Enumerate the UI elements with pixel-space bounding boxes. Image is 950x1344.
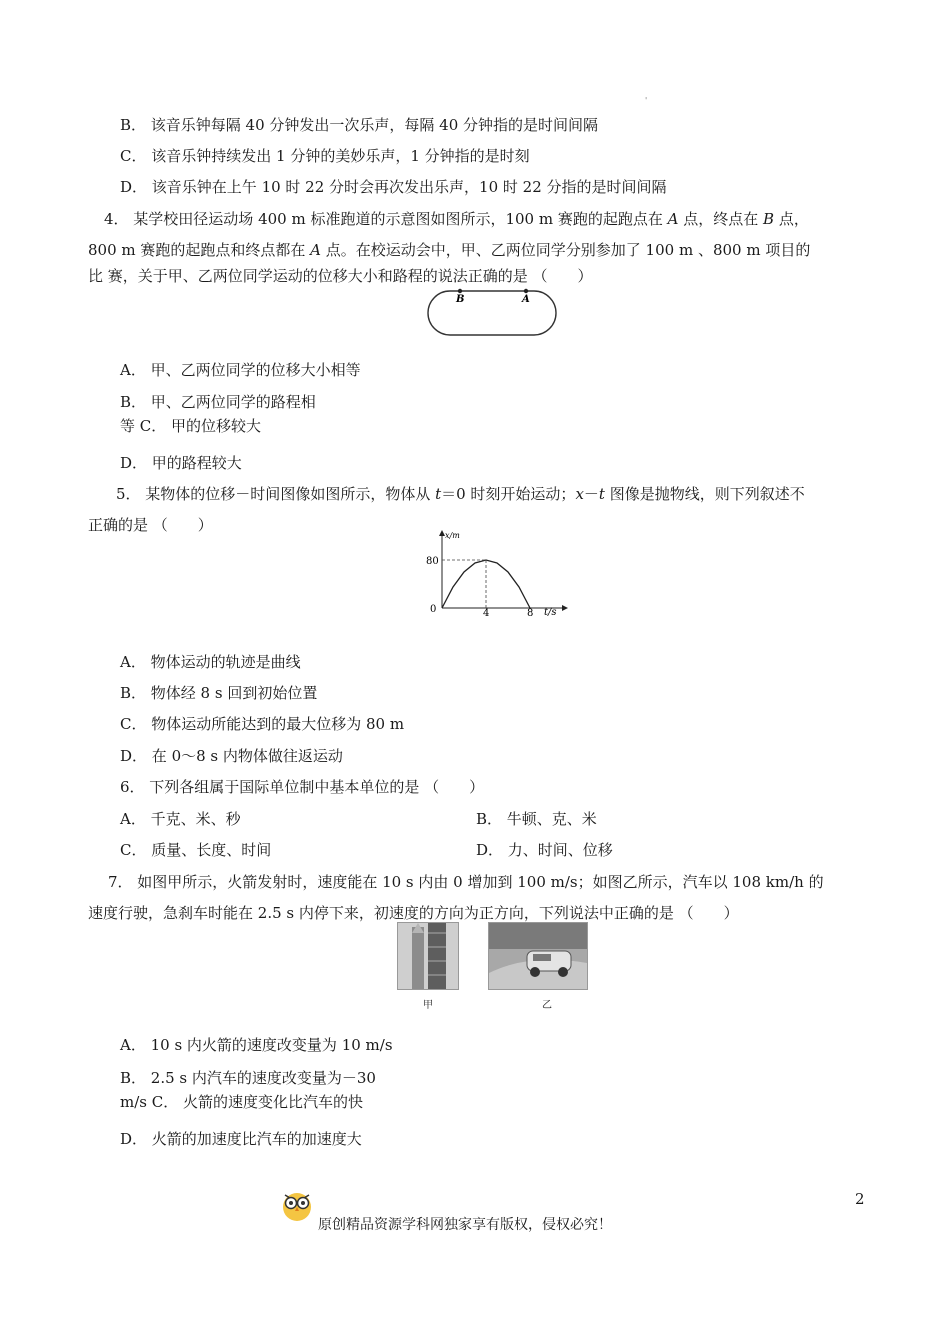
origin-label: 0 xyxy=(430,604,437,615)
q5-option-d: D． 在 0～8 s 内物体做往返运动 xyxy=(120,747,343,765)
track-oval xyxy=(428,291,556,335)
q4-option-a: A． 甲、乙两位同学的位移大小相等 xyxy=(120,361,361,379)
x-axis-label: t/s xyxy=(544,607,557,618)
point-a-label: A xyxy=(522,294,530,305)
x-tick-label: 4 xyxy=(483,608,490,619)
owl-logo-icon xyxy=(280,1188,314,1222)
q5-option-b: B． 物体经 8 s 回到初始位置 xyxy=(120,684,318,702)
q4-option-d: D． 甲的路程较大 xyxy=(120,454,242,472)
q7-stem-line2: 速度行驶，急刹车时能在 2.5 s 内停下来，初速度的方向为正方向，下列说法中正确的是 （ ） xyxy=(88,904,739,922)
q7-stem-line1: 7． 如图甲所示，火箭发射时，速度能在 10 s 内由 0 增加到 100 m/s；如图乙所示，汽车以 108 km/h 的 xyxy=(108,873,824,891)
q6-option-d: D． 力、时间、位移 xyxy=(476,841,613,859)
point-b-marker xyxy=(458,289,462,293)
page-number: 2 xyxy=(855,1190,865,1208)
y-tick-label: 80 xyxy=(426,556,439,567)
position-time-chart xyxy=(420,530,570,620)
q6-stem: 6． 下列各组属于国际单位制中基本单位的是 （ ） xyxy=(120,778,485,796)
x-tick-label: 8 xyxy=(527,608,534,619)
q4-stem-line2: 800 m 赛跑的起跑点和终点都在 A 点。在校运动会中，甲、乙两位同学分别参加了 100 m 、800 m 项目的 xyxy=(88,241,811,259)
q5-stem-line2: 正确的是 （ ） xyxy=(88,516,213,534)
q3-option-d: D． 该音乐钟在上午 10 时 22 分时会再次发出乐声，10 时 22 分指的是时间间隔 xyxy=(120,178,667,196)
q6-option-c: C． 质量、长度、时间 xyxy=(120,841,272,859)
q5-stem-line1: 5． 某物体的位移－时间图像如图所示，物体从 t＝0 时刻开始运动；x－t 图像是抛物线，则下列叙述不 xyxy=(116,485,805,503)
y-axis-label: x/m xyxy=(445,531,460,540)
q7-option-d: D． 火箭的加速度比汽车的加速度大 xyxy=(120,1130,362,1148)
q3-option-b: B． 该音乐钟每隔 40 分钟发出一次乐声，每隔 40 分钟指的是时间间隔 xyxy=(120,116,599,134)
q5-option-a: A． 物体运动的轨迹是曲线 xyxy=(120,653,301,671)
top-mark: ' xyxy=(645,96,648,105)
q4-option-b: B． 甲、乙两位同学的路程相 xyxy=(120,393,316,411)
q7-option-b: B． 2.5 s 内汽车的速度改变量为－30 xyxy=(120,1069,376,1087)
copyright-footer: 原创精品资源学科网独家享有版权，侵权必究！ xyxy=(318,1217,612,1233)
q4-stem-line1: 4． 某学校田径运动场 400 m 标准跑道的示意图如图所示，100 m 赛跑的起跑点在 A 点，终点在 B 点， xyxy=(104,210,809,228)
q6-option-b: B． 牛顿、克、米 xyxy=(476,810,597,828)
car-braking-photo xyxy=(488,922,588,990)
q5-option-c: C． 物体运动所能达到的最大位移为 80 m xyxy=(120,715,405,733)
rocket-launch-photo xyxy=(397,922,459,990)
q7-option-a: A． 10 s 内火箭的速度改变量为 10 m/s xyxy=(120,1036,393,1054)
q4-option-b-cont-c: 等 C． 甲的位移较大 xyxy=(120,417,262,435)
track-diagram xyxy=(425,286,561,338)
q6-option-a: A． 千克、米、秒 xyxy=(120,810,241,828)
q3-option-c: C． 该音乐钟持续发出 1 分钟的美妙乐声，1 分钟指的是时刻 xyxy=(120,147,530,165)
caption-yi: 乙 xyxy=(542,1000,552,1011)
x-axis-arrow xyxy=(562,605,568,611)
q4-stem-line3: 比 赛，关于甲、乙两位同学运动的位移大小和路程的说法正确的是 （ ） xyxy=(88,267,593,285)
point-a-marker xyxy=(524,289,528,293)
caption-jia: 甲 xyxy=(423,1000,433,1011)
q7-option-b-cont-c: m/s C． 火箭的速度变化比汽车的快 xyxy=(120,1093,363,1111)
point-b-label: B xyxy=(456,294,465,305)
